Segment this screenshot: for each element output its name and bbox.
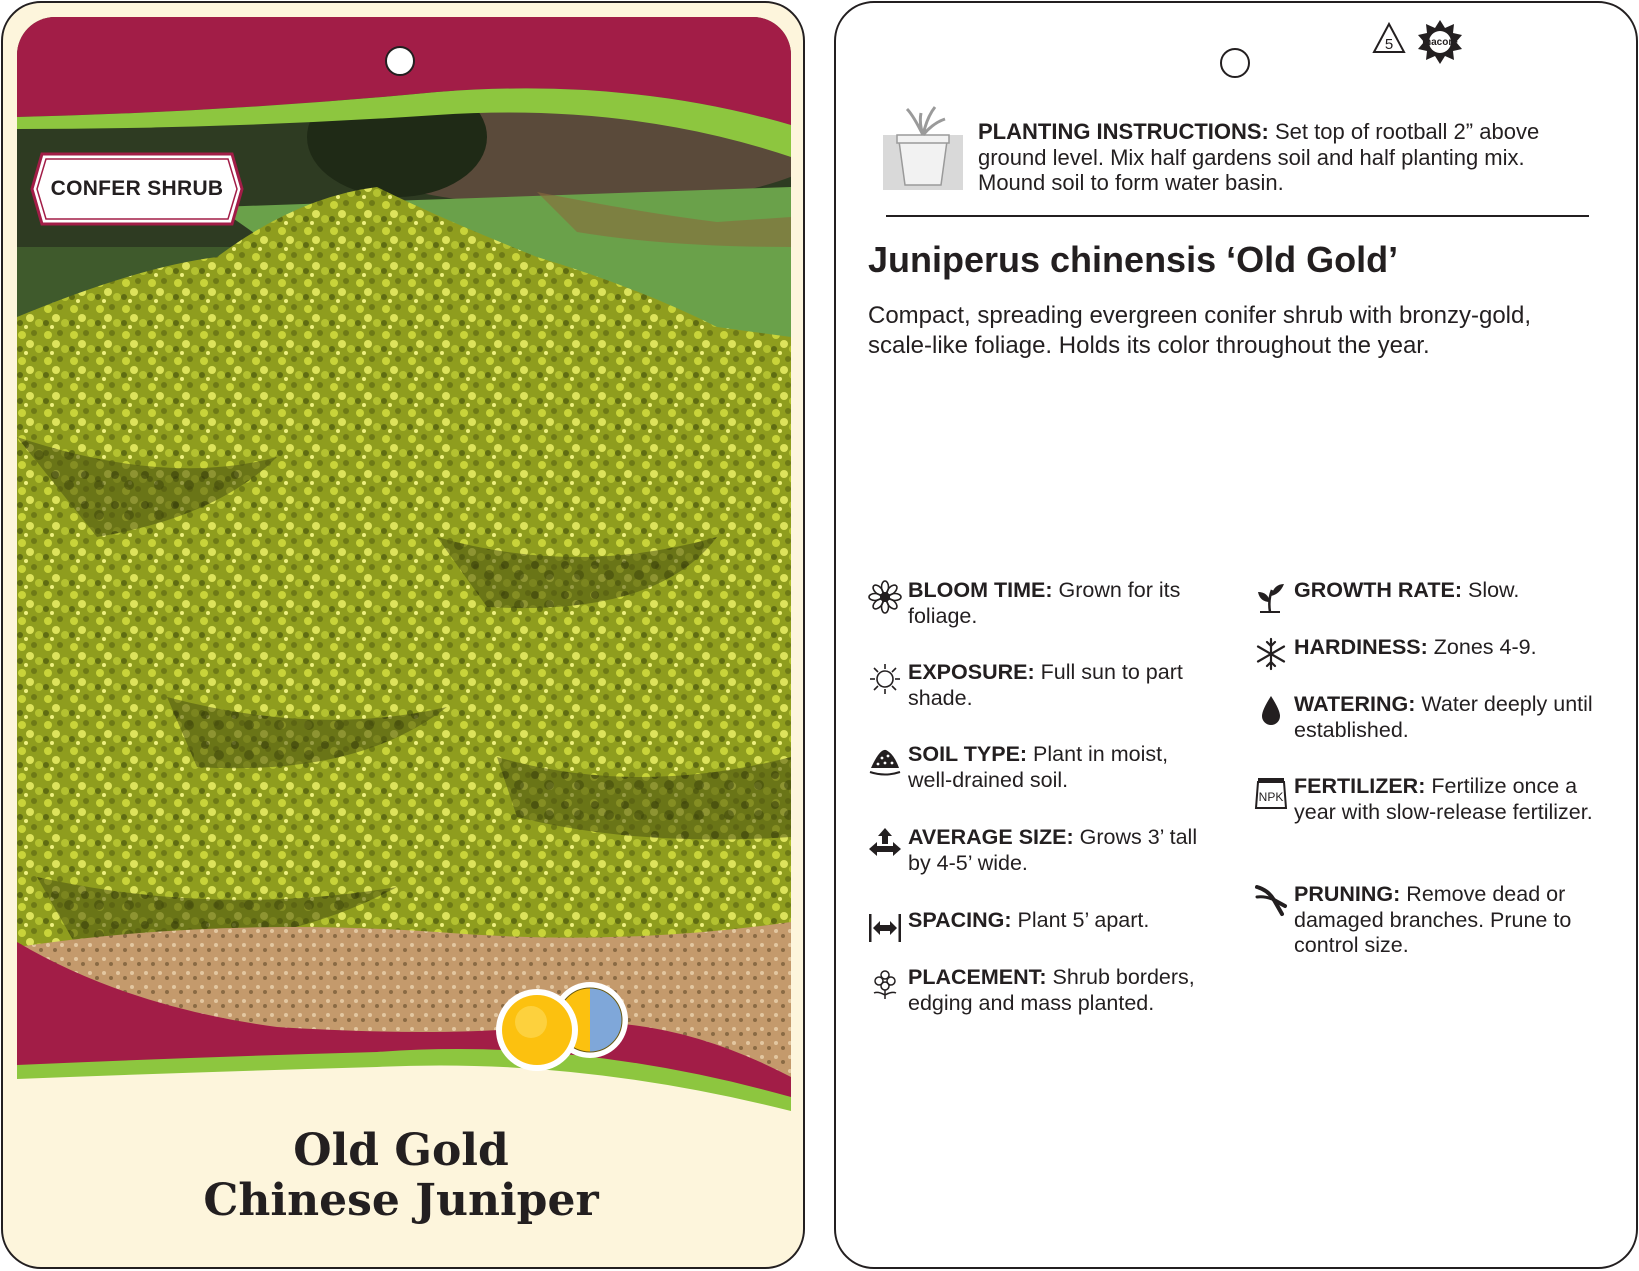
watering-value: Water deeply until established.: [1294, 692, 1593, 742]
hang-hole-front: [385, 46, 415, 76]
common-name-line1: Old Gold: [293, 1125, 509, 1176]
category-label: CONFER SHRUB: [50, 177, 224, 200]
bloom-time-value: Grown for its foliage.: [908, 578, 1181, 628]
hardiness-value: Zones 4-9.: [1427, 635, 1537, 659]
fertilizer-icon-text: NPK: [1258, 790, 1284, 804]
recycle-code: 5: [1384, 36, 1394, 53]
planting-body: Set top of rootball 2” above ground level. Mix half gardens soil and half planting mix. Mound soil to form water basin.: [978, 119, 1540, 195]
average-size-label: AVERAGE SIZE:: [908, 825, 1074, 849]
botanical-name: Juniperus chinensis ‘Old Gold’: [868, 239, 1399, 280]
hang-hole-back: [1220, 48, 1250, 78]
soil-type-label: SOIL TYPE:: [908, 742, 1028, 766]
fertilizer-icon: [1254, 776, 1288, 810]
sun-icon: [868, 662, 902, 696]
planting-pot-icon: [883, 105, 963, 195]
average-size-value: Grows 3’ tall by 4-5’ wide.: [908, 825, 1198, 875]
sprout-icon: [1254, 580, 1288, 614]
soil-icon: [868, 744, 902, 778]
compliance-badges: [1371, 18, 1471, 69]
size-arrows-icon: [868, 827, 902, 861]
section-divider: [886, 215, 1589, 217]
exposure-icons: [495, 978, 630, 1078]
pruners-icon: [1254, 884, 1288, 918]
exposure-value: Full sun to part shade.: [908, 660, 1183, 710]
pruning-label: PRUNING:: [1294, 882, 1401, 906]
placement-value: Shrub borders, edging and mass planted.: [908, 965, 1195, 1015]
pruning-value: Remove dead or damaged branches. Prune to control size.: [1294, 882, 1572, 957]
placement-icon: [868, 967, 902, 1001]
full-sun-icon: [496, 989, 578, 1071]
spacing-value: Plant 5’ apart.: [1011, 908, 1150, 932]
bloom-time-label: BLOOM TIME:: [908, 578, 1053, 602]
spacing-icon: [868, 910, 902, 944]
spacing-label: SPACING:: [908, 908, 1012, 932]
fertilizer-label: FERTILIZER:: [1294, 774, 1426, 798]
growth-rate-label: GROWTH RATE:: [1294, 578, 1462, 602]
soil-type-value: Plant in moist, well-drained soil.: [908, 742, 1169, 792]
growth-rate-value: Slow.: [1462, 578, 1520, 602]
water-drop-icon: [1254, 694, 1288, 728]
common-name-line2: Chinese Juniper: [203, 1175, 599, 1226]
flower-icon: [868, 580, 902, 614]
placement-label: PLACEMENT:: [908, 965, 1047, 989]
planting-text: [978, 119, 1578, 196]
brand-badge-icon: [1418, 20, 1462, 64]
fertilizer-value: Fertilize once a year with slow-release fertilizer.: [1294, 774, 1593, 824]
brand-badge-text: macore: [1422, 37, 1458, 48]
watering-label: WATERING:: [1294, 692, 1416, 716]
exposure-label: EXPOSURE:: [908, 660, 1035, 684]
plant-description: Compact, spreading evergreen conifer shrub with bronzy-gold, scale-like foliage. Holds its color throughout the year.: [868, 302, 1532, 359]
recycle-icon: [1374, 24, 1404, 53]
common-name: [14, 1126, 788, 1226]
planting-label: PLANTING INSTRUCTIONS:: [978, 119, 1269, 144]
category-badge: [30, 152, 244, 226]
snowflake-icon: [1254, 637, 1288, 671]
hardiness-label: HARDINESS:: [1294, 635, 1428, 659]
